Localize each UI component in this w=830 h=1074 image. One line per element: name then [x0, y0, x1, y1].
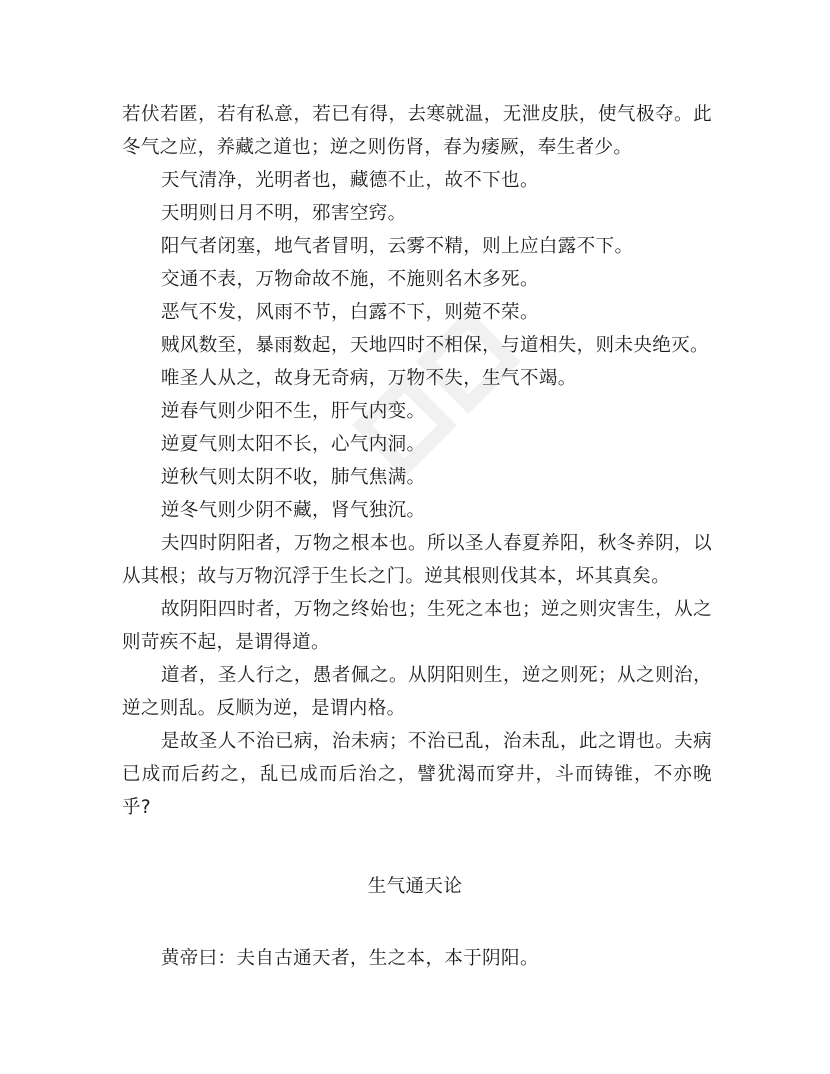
paragraph: 黄帝曰：夫自古通天者，生之本，本于阴阳。	[160, 948, 539, 969]
paragraph: 逆冬气则少阴不藏，肾气独沉。	[160, 500, 426, 521]
paragraph: 贼风数至，暴雨数起，天地四时不相保，与道相失，则未央绝灭。	[160, 335, 709, 356]
paragraph: 唯圣人从之，故身无奇病，万物不失，生气不竭。	[160, 368, 577, 389]
paragraph: 恶气不发，风雨不节，白露不下，则菀不荣。	[160, 302, 539, 323]
paragraph: 若伏若匿，若有私意，若已有得，去寒就温，无泄皮肤，使气极夺。此冬气之应，养藏之道也；逆之则伤肾，春为痿厥，奉生者少。	[122, 104, 712, 158]
paragraph: 是故圣人不治已病，治未病；不治已乱，治未乱，此之谓也。夫病已成而后药之，乱已成而后治之，譬犹渴而穿井，斗而铸锥，不亦晚乎?	[122, 731, 712, 818]
section-title: 生气通天论	[367, 876, 463, 897]
body-text-after-title	[122, 942, 712, 975]
paragraph: 天明则日月不明，邪害空窍。	[160, 203, 407, 224]
paragraph: 交通不表，万物命故不施，不施则名木多死。	[160, 269, 539, 290]
paragraph: 阳气者闭塞，地气者冒明，云雾不精，则上应白露不下。	[160, 236, 634, 257]
paragraph: 道者，圣人行之，愚者佩之。从阴阳则生，逆之则死；从之则治，逆之则乱。反顺为逆，是谓内格。	[122, 665, 712, 719]
paragraph: 夫四时阴阳者，万物之根本也。所以圣人春夏养阳，秋冬养阴，以从其根；故与万物沉浮于生长之门。逆其根则伐其本，坏其真矣。	[122, 533, 712, 587]
paragraph: 逆夏气则太阳不长，心气内洞。	[160, 434, 426, 455]
paragraph: 逆秋气则太阴不收，肺气焦满。	[160, 467, 426, 488]
paragraph: 故阴阳四时者，万物之终始也；生死之本也；逆之则灾害生，从之则苛疾不起，是谓得道。	[122, 599, 712, 653]
paragraph: 天气清净，光明者也，藏德不止，故不下也。	[160, 170, 539, 191]
paragraph: 逆春气则少阳不生，肝气内变。	[160, 401, 426, 422]
body-text	[122, 98, 712, 824]
